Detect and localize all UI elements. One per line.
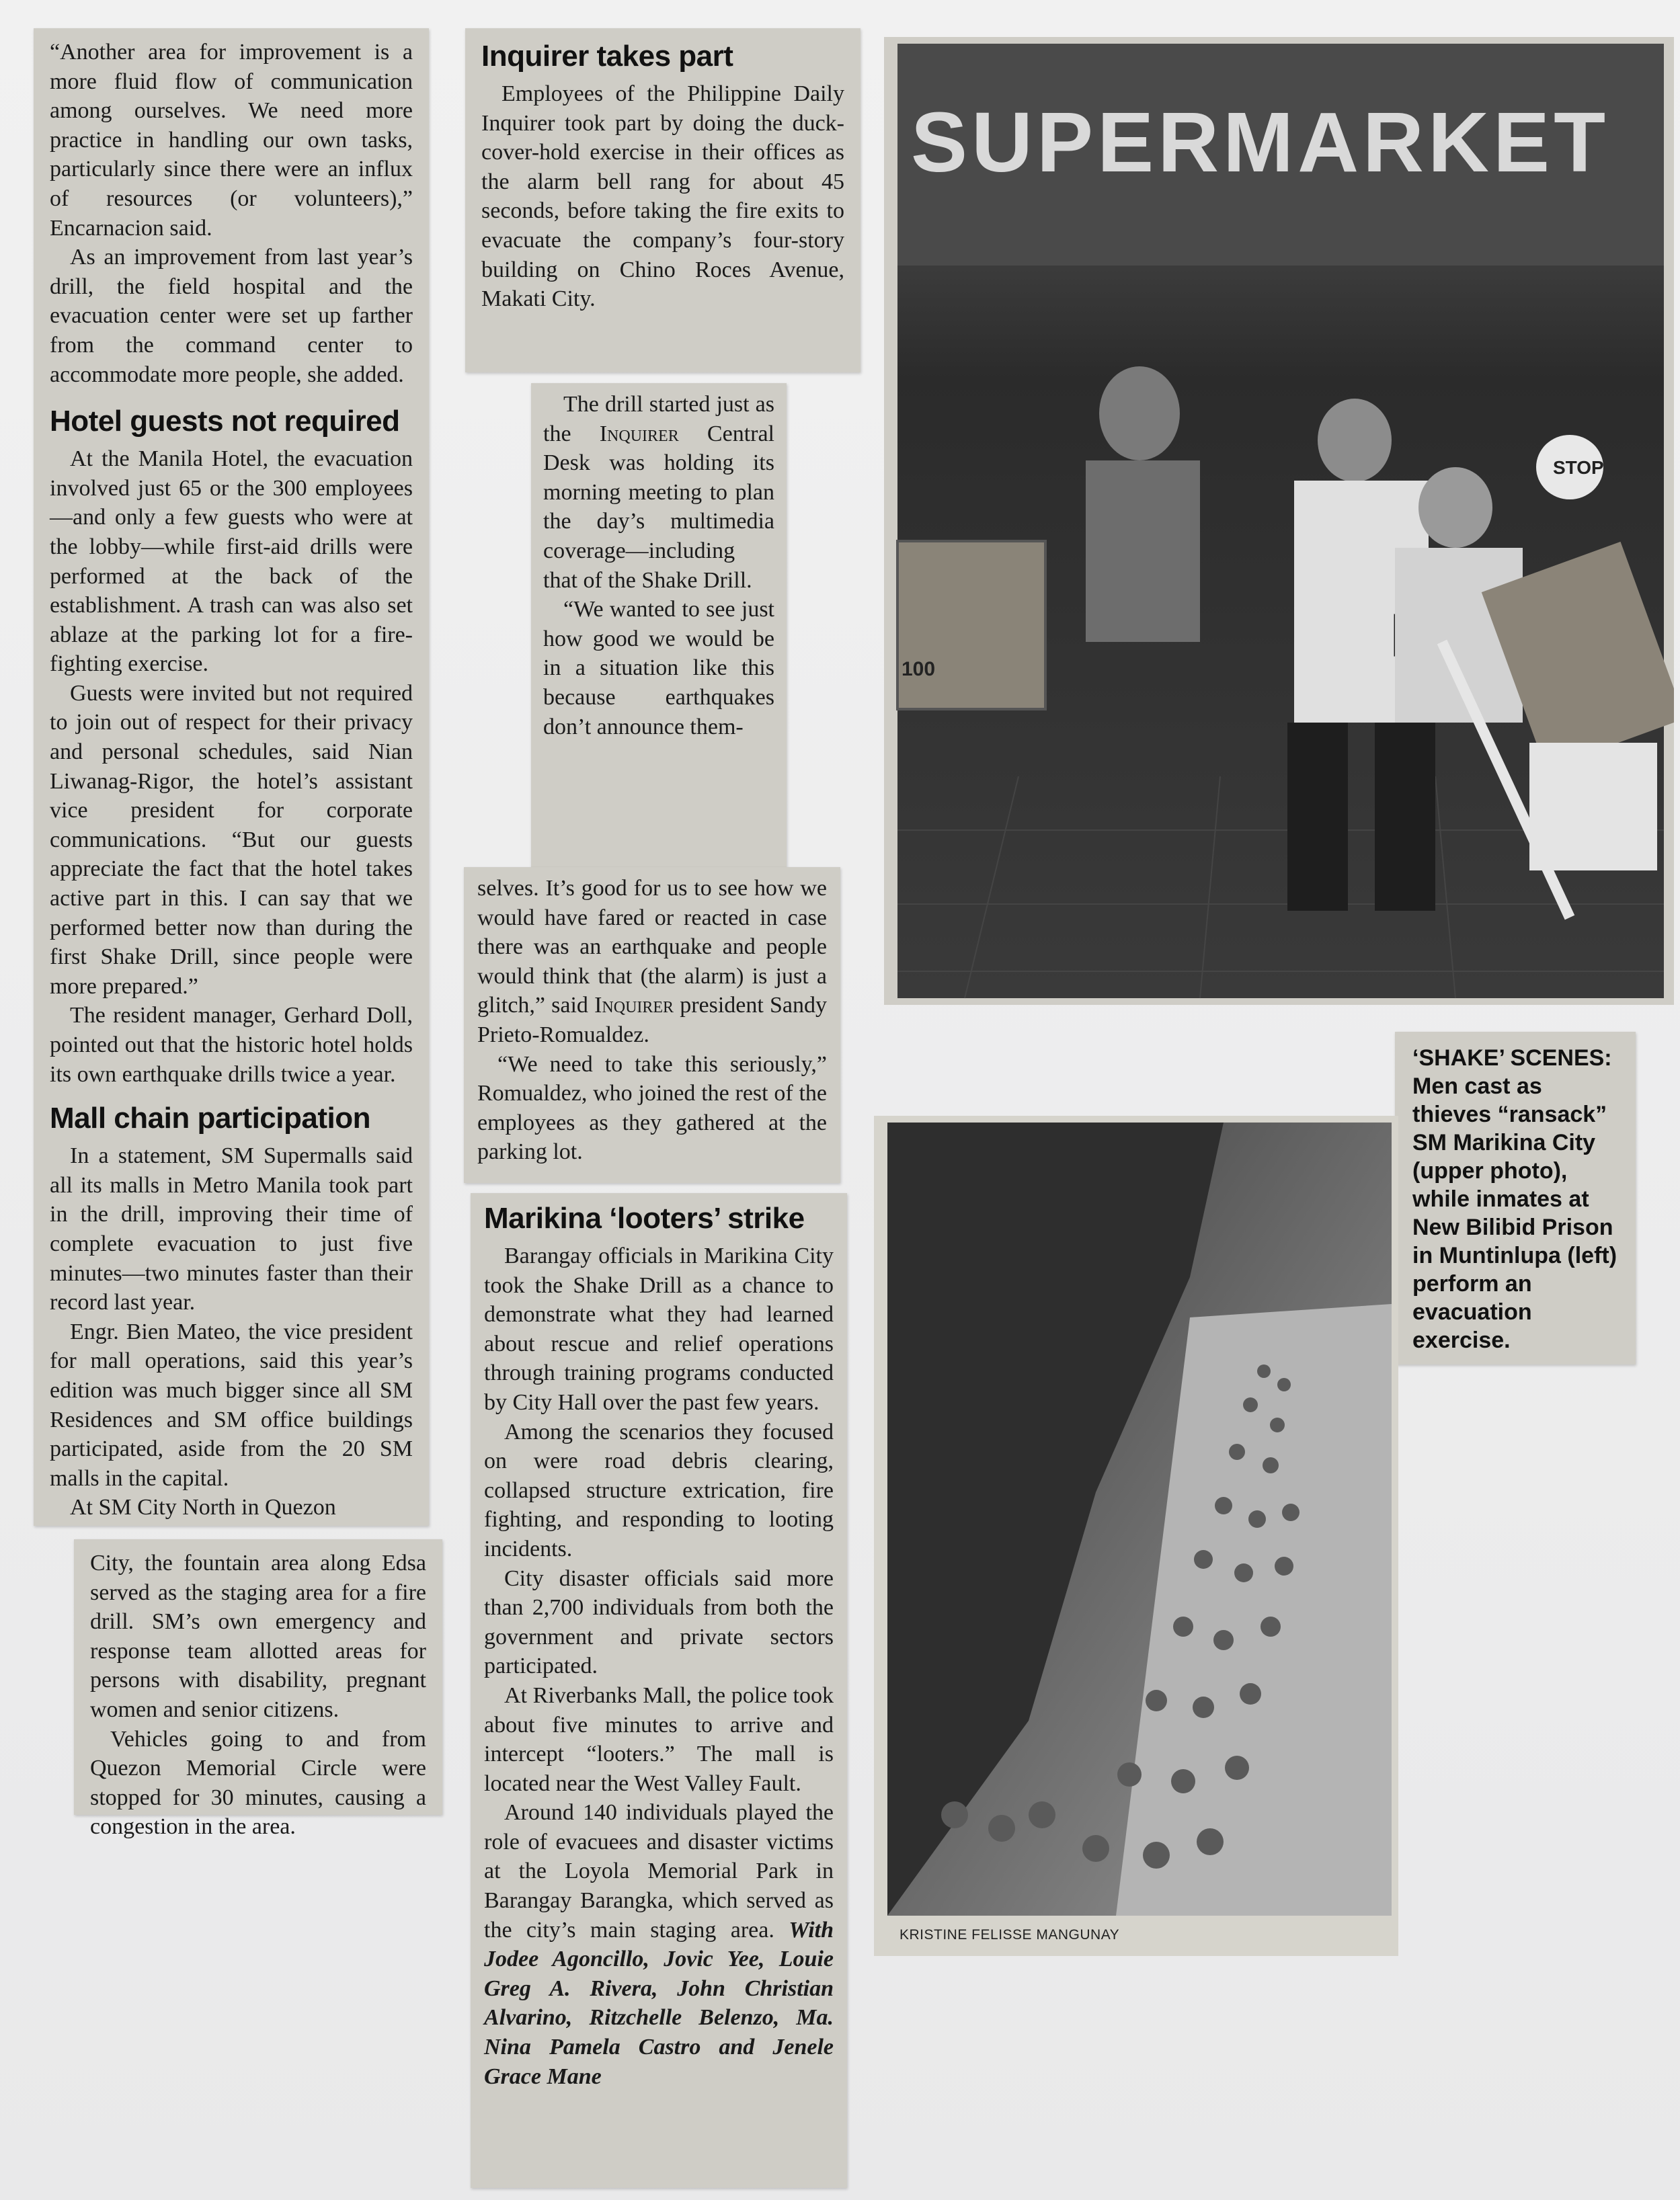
paragraph: Barangay officials in Marikina City took the Shake Drill as a chance to demonstrate what they had learned about rescue and relief operations through training programs conducted by City Hall over the past few years. bbox=[484, 1244, 834, 1415]
photo-supermarket-ransack bbox=[884, 37, 1674, 1005]
paragraph: Employees of the Philippine Daily Inquirer took part by doing the duck-cover-hold exercise in their offices as the alarm bell rang for about 45 seconds, before taking the fire exits to evacuate the company’s four-story building on Chino Roces Avenue, Makati City. bbox=[481, 81, 844, 312]
paragraph: “We wanted to see just how good we would be in a situation like this because earthquakes don’t announce them- bbox=[543, 597, 774, 739]
paragraph: The resident manager, Gerhard Doll, pointed out that the historic hotel holds its own earthquake drills twice a year. bbox=[50, 1003, 413, 1087]
photo-supermarket-image bbox=[884, 37, 1674, 1005]
cap-sign: STOP bbox=[1553, 457, 1604, 478]
paragraph: “Another area for improvement is a more fluid flow of communication among ourselves. We need more practice in handling our own tasks, particularly since there were an influx of resources (or volunteers),” Encarnacion said. bbox=[50, 40, 413, 241]
paragraph: As an improvement from last year’s drill, the field hospital and the evacuation center were set up farther from the command center to accommodate more people, she added. bbox=[50, 245, 413, 387]
paragraph: The drill started just as the Inquirer Central Desk was holding its morning meeting to plan the day’s multimedia coverage—including that of the Shake Drill. bbox=[543, 392, 774, 593]
supermarket-sign: SUPERMARKET bbox=[911, 95, 1610, 190]
paragraph: City, the fountain area along Edsa served as the staging area for a fire drill. SM’s own emergency and response team allotted areas for persons with disability, pregnant women and senior citizens. bbox=[90, 1551, 426, 1722]
paragraph: In a statement, SM Supermalls said all its malls in Metro Manila took part in the drill, improving their time of complete evacuation to just five minutes—two minutes faster than their record last year. bbox=[50, 1143, 413, 1315]
column-2-clipping-inquirer bbox=[465, 28, 861, 372]
paragraph: At the Manila Hotel, the evacuation involved just 65 or the 300 employees—and only a few guests who were at the lobby—while first-aid drills were performed at the back of the establishment. A trash can was also set ablaze at the parking lot for a fire-fighting exercise. bbox=[50, 446, 413, 677]
column-1-clipping bbox=[34, 28, 429, 1526]
paragraph: City disaster officials said more than 2,700 individuals from both the government and private sectors participated. bbox=[484, 1565, 834, 1679]
subhead-inquirer: Inquirer takes part bbox=[481, 40, 733, 73]
paragraph: Engr. Bien Mateo, the vice president for mall operations, said this year’s edition was much bigger since all SM Residences and SM office buildings participated, aside from the 20 SM malls in the capital. bbox=[50, 1319, 413, 1491]
box-label: 100 bbox=[902, 658, 936, 680]
photo-credit: KRISTINE FELISSE MANGUNAY bbox=[899, 1927, 1120, 1943]
column-2-clipping-romualdez bbox=[464, 867, 840, 1183]
byline: With Jodee Agoncillo, Jovic Yee, Louie Greg A. Rivera, John Christian Alvarino, Ritzchelle Belenzo, Ma. Nina Pamela Castro and Jenele Grace Mane bbox=[484, 1917, 834, 2089]
photo-caption bbox=[1395, 1032, 1636, 1364]
caption-lead: ‘SHAKE’ SCENES: bbox=[1412, 1045, 1612, 1071]
caption-text: Men cast as thieves “ransack” SM Marikina City (upper photo), while inmates at New Bilibid Prison in Muntinlupa (left) perform an evacuation exercise. bbox=[1412, 1073, 1617, 1353]
paragraph: Around 140 individuals played the role of evacuees and disaster victims at the Loyola Memorial Park in Barangay Barangka, which served as the city’s main staging area. With Jodee Agoncillo, Jovic Yee, Louie Greg A. Rivera, John Christian Alvarino, Ritzchelle Belenzo, Ma. Nina Pamela Castro and Jenele Grace Mane bbox=[484, 1800, 834, 2089]
photo-prison-evacuation bbox=[874, 1116, 1398, 1956]
column-2-clipping-marikina bbox=[471, 1193, 847, 2188]
paragraph: At Riverbanks Mall, the police took about five minutes to arrive and intercept “looters.” The mall is located near the West Valley Fault. bbox=[484, 1682, 834, 1796]
subhead-hotel: Hotel guests not required bbox=[50, 405, 400, 438]
paragraph: Among the scenarios they focused on were road debris clearing, collapsed structure extrication, fire fighting, and responding to looting incidents. bbox=[484, 1419, 834, 1561]
paragraph: Guests were invited but not required to join out of respect for their privacy and personal schedules, said Nian Liwanag-Rigor, the hotel’s assistant vice president for corporate communications. “But our guests appreciate the fact that the hotel takes active part in this. I can say that we performed better now than during the first Shake Drill, since people were more prepared.” bbox=[50, 680, 413, 999]
column-1-continuation bbox=[74, 1539, 442, 1840]
paragraph: At SM City North in Quezon bbox=[70, 1495, 336, 1520]
photo-prison-image bbox=[874, 1116, 1398, 1956]
paragraph: Vehicles going to and from Quezon Memorial Circle were stopped for 30 minutes, causing a congestion in the area. bbox=[90, 1726, 426, 1840]
paragraph: “We need to take this seriously,” Romualdez, who joined the rest of the employees as they gathered at the parking lot. bbox=[477, 1051, 827, 1165]
paragraph: selves. It’s good for us to see how we would have fared or reacted in case there was an earthquake and people would think that (the alarm) is just a glitch,” said Inquirer president Sandy Prieto-Romualdez. bbox=[477, 876, 827, 1047]
subhead-mall: Mall chain participation bbox=[50, 1102, 370, 1135]
subhead-marikina: Marikina ‘looters’ strike bbox=[484, 1202, 805, 1235]
column-2-clipping-narrow bbox=[531, 383, 787, 867]
